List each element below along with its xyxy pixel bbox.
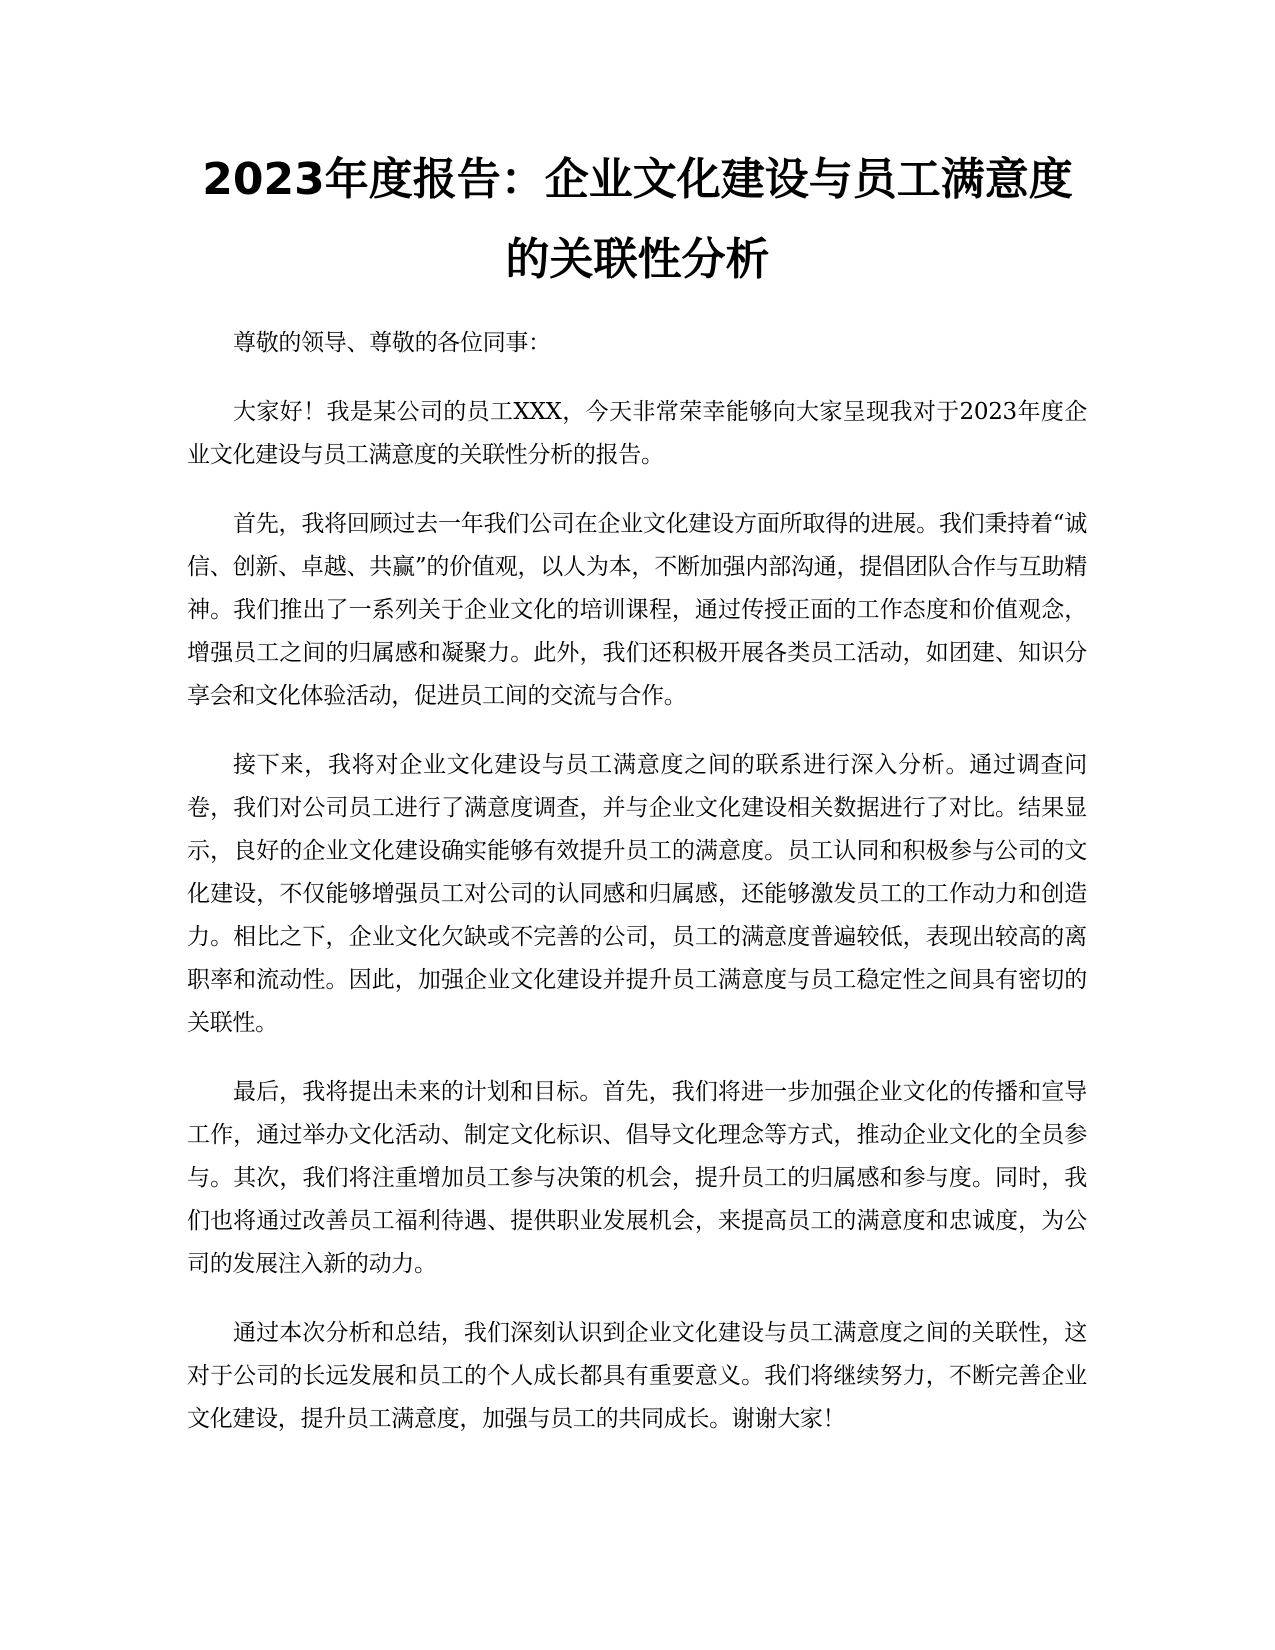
salutation: 尊敬的领导、尊敬的各位同事：	[233, 330, 551, 356]
paragraph-conclusion: 通过本次分析和总结，我们深刻认识到企业文化建设与员工满意度之间的关联性，这对于公司的长远发展和员工的个人成长都具有重要意义。我们将继续努力，不断完善企业文化建设，提升员工满意度，加强与员工的共同成长。谢谢大家！	[187, 1320, 1087, 1432]
paragraph-plans: 最后，我将提出未来的计划和目标。首先，我们将进一步加强企业文化的传播和宣导工作，通过举办文化活动、制定文化标识、倡导文化理念等方式，推动企业文化的全员参与。其次，我们将注重增加员工参与决策的机会，提升员工的归属感和参与度。同时，我们也将通过改善员工福利待遇、提供职业发展机会，来提高员工的满意度和忠诚度，为公司的发展注入新的动力。	[187, 1079, 1087, 1277]
document-body	[187, 322, 1087, 1467]
document-title	[150, 140, 1125, 300]
paragraph-analysis: 接下来，我将对企业文化建设与员工满意度之间的联系进行深入分析。通过调查问卷，我们对公司员工进行了满意度调查，并与企业文化建设相关数据进行了对比。结果显示，良好的企业文化建设确实能够有效提升员工的满意度。员工认同和积极参与公司的文化建设，不仅能够增强员工对公司的认同感和归属感，还能够激发员工的工作动力和创造力。相比之下，企业文化欠缺或不完善的公司，员工的满意度普遍较低，表现出较高的离职率和流动性。因此，加强企业文化建设并提升员工满意度与员工稳定性之间具有密切的关联性。	[187, 752, 1087, 1036]
paragraph-introduction: 大家好！我是某公司的员工XXX，今天非常荣幸能够向大家呈现我对于2023年度企业文化建设与员工满意度的关联性分析的报告。	[187, 399, 1087, 468]
title-line-2: 的关联性分析	[505, 234, 770, 285]
title-line-1: 2023年度报告：企业文化建设与员工满意度	[202, 154, 1073, 205]
paragraph-review: 首先，我将回顾过去一年我们公司在企业文化建设方面所取得的进展。我们秉持着“诚信、创新、卓越、共赢”的价值观，以人为本，不断加强内部沟通，提倡团队合作与互助精神。我们推出了一系列关于企业文化的培训课程，通过传授正面的工作态度和价值观念，增强员工之间的归属感和凝聚力。此外，我们还积极开展各类员工活动，如团建、知识分享会和文化体验活动，促进员工间的交流与合作。	[187, 511, 1087, 709]
